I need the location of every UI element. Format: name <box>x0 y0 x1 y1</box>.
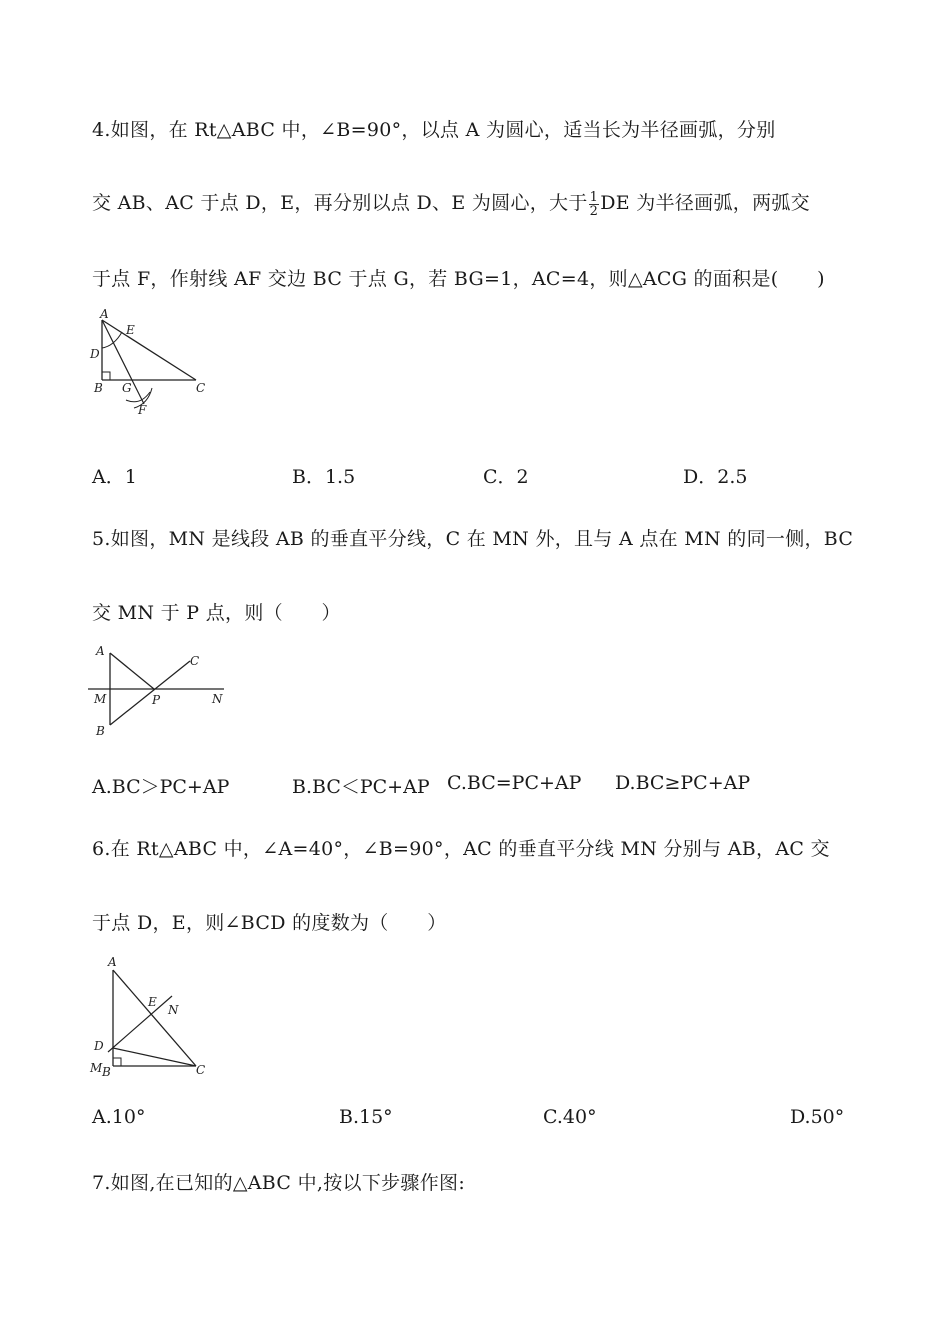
q6-label-e: E <box>148 995 157 1009</box>
fraction-denominator: 2 <box>589 203 599 219</box>
q4-label-e: E <box>126 323 135 337</box>
fraction-numerator: 1 <box>589 189 599 205</box>
q4-label-a: A <box>100 307 109 321</box>
q4-figure <box>88 308 213 418</box>
q5-option-c: C.BC=PC+AP <box>447 772 582 794</box>
q4-line-2-post: DE 为半径画弧，两弧交 <box>600 192 810 214</box>
fraction-half <box>589 191 600 218</box>
q4-label-c: C <box>196 381 206 395</box>
q7-line-1: 7.如图,在已知的△ABC 中,按以下步骤作图: <box>92 1172 466 1194</box>
q4-side-ac <box>102 320 196 380</box>
q6-figure <box>86 954 216 1079</box>
q5-label-n: N <box>212 692 223 706</box>
q6-line-1: 6.在 Rt△ABC 中，∠A=40°，∠B=90°，AC 的垂直平分线 MN 分别与 AB，AC 交 <box>92 838 830 860</box>
q5-label-m: M <box>94 692 107 706</box>
q6-label-m: M <box>90 1061 103 1075</box>
q5-line-1: 5.如图，MN 是线段 AB 的垂直平分线，C 在 MN 外，且与 A 点在 MN 的同一侧，BC <box>92 528 854 550</box>
q5-segment-ap <box>110 653 154 689</box>
q6-label-b: B <box>102 1065 111 1079</box>
q5-label-a: A <box>96 644 105 658</box>
q4-label-f: F <box>138 403 147 417</box>
q6-option-b: B.15° <box>339 1106 393 1128</box>
q4-option-a: A．1 <box>92 466 137 488</box>
q4-line-2-pre: 交 AB、AC 于点 D，E，再分别以点 D、E 为圆心，大于 <box>92 192 588 214</box>
q4-label-d: D <box>90 347 100 361</box>
q6-label-c: C <box>196 1063 206 1077</box>
q5-label-c: C <box>190 654 200 668</box>
q6-line-mn <box>108 996 172 1052</box>
q5-figure <box>88 643 228 743</box>
q6-label-n: N <box>168 1003 179 1017</box>
q4-option-c: C．2 <box>483 466 529 488</box>
q4-label-g: G <box>122 381 132 395</box>
q5-label-p: P <box>152 693 161 707</box>
q5-label-b: B <box>96 724 105 738</box>
q4-label-b: B <box>94 381 103 395</box>
q4-option-d: D．2.5 <box>683 466 748 488</box>
q5-option-a: A.BC＞PC+AP <box>92 776 230 798</box>
q6-label-a: A <box>108 955 117 969</box>
q5-segment-bc <box>110 661 190 725</box>
q6-side-ac <box>113 970 196 1066</box>
q4-line-2 <box>92 188 810 218</box>
q6-option-c: C.40° <box>543 1106 597 1128</box>
q5-option-d: D.BC≥PC+AP <box>615 772 751 794</box>
q5-option-b: B.BC＜PC+AP <box>292 776 430 798</box>
q6-line-2: 于点 D，E，则∠BCD 的度数为（ ） <box>92 912 447 934</box>
q6-option-d: D.50° <box>790 1106 845 1128</box>
q6-label-d: D <box>94 1039 104 1053</box>
q4-option-b: B．1.5 <box>292 466 356 488</box>
q4-line-3: 于点 F，作射线 AF 交边 BC 于点 G，若 BG=1，AC=4，则△ACG 的面积是( ) <box>92 268 825 290</box>
q4-right-angle-mark <box>102 372 110 380</box>
q4-line-1: 4.如图，在 Rt△ABC 中，∠B=90°，以点 A 为圆心，适当长为半径画弧，分别 <box>92 119 776 141</box>
q6-right-angle-mark <box>113 1058 121 1066</box>
q6-option-a: A.10° <box>92 1106 146 1128</box>
q5-line-2: 交 MN 于 P 点，则（ ） <box>92 602 341 624</box>
